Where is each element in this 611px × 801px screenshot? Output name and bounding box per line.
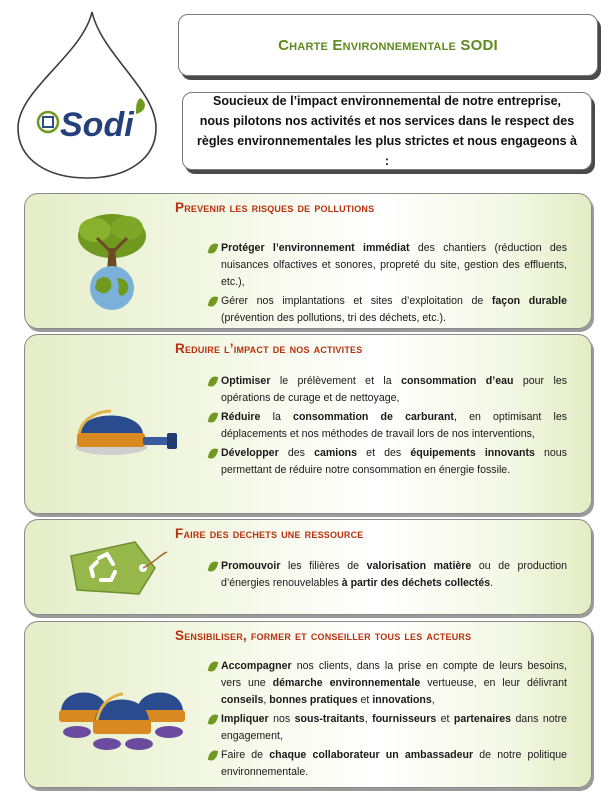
mascot-icon: [71, 391, 181, 457]
leaf-bullet-icon: [208, 749, 219, 762]
tree-globe-icon: [67, 208, 157, 314]
bold-text: fournisseurs: [372, 713, 437, 725]
bullet-item: Développer des camions et des équipements innovants nous permettant de réduire notre consommation en énergie fossile.: [209, 445, 567, 479]
bold-text: Réduire: [221, 411, 261, 423]
bold-text: sous-traitants: [294, 713, 365, 725]
bold-text: consommation d’eau: [401, 375, 514, 387]
sodi-logo-drop: [12, 10, 162, 180]
bold-text: démarche environnementale: [272, 677, 421, 689]
bold-text: Développer: [221, 447, 279, 459]
leaf-bullet-icon: [208, 660, 219, 673]
bullet-item: Promouvoir les filières de valorisation matière ou de production d’énergies renouvelables à partir des déchets collectés.: [209, 558, 567, 592]
intro-text: Soucieux de l’impact environnemental de notre entreprise, nous pilotons nos activités et nos services dans le respect des règles environnementales les plus strictes et nous engageons à :: [197, 94, 577, 168]
recycle-tag-icon: [65, 532, 169, 604]
bullet-list: [209, 658, 567, 783]
title-box: [178, 14, 598, 76]
bold-text: Impliquer: [221, 713, 269, 725]
leaf-bullet-icon: [208, 295, 219, 308]
bold-text: conseils: [221, 694, 264, 706]
bold-text: innovations: [372, 694, 432, 706]
leaf-bullet-icon: [208, 411, 219, 424]
leaf-bullet-icon: [208, 242, 219, 255]
bullet-item: Faire de chaque collaborateur un ambassadeur de notre politique environnementale.: [209, 747, 567, 781]
section-reduce-impact: [24, 334, 592, 514]
bullet-item: Réduire la consommation de carburant, en optimisant les déplacements et nos méthodes de travail lors de nos interventions,: [209, 409, 567, 443]
section-title: Prevenir les risques de pollutions: [175, 200, 375, 215]
bullet-item: Protéger l’environnement immédiat des chantiers (réduction des nuisances olfactives et sonores, propreté du site, gestion des effluents, etc.),: [209, 240, 567, 291]
bold-text: Promouvoir: [221, 560, 281, 572]
page-title: Charte Environnementale SODI: [278, 36, 498, 54]
bullet-item: Accompagner nos clients, dans la prise en compte de leurs besoins, vers une démarche environnementale vertueuse, en leur délivrant conseils, bonnes pratiques et innovations,: [209, 658, 567, 709]
bullet-list: [209, 558, 567, 594]
bullet-item: Gérer nos implantations et sites d’exploitation de façon durable (prévention des pollutions, tri des déchets, etc.).: [209, 293, 567, 327]
section-title: Faire des dechets une ressource: [175, 526, 364, 541]
bold-text: Optimiser: [221, 375, 271, 387]
section-waste-resource: [24, 519, 592, 615]
bold-text: bonnes pratiques: [269, 694, 358, 706]
section-awareness: [24, 621, 592, 788]
intro-box: [182, 92, 592, 170]
bold-text: camions: [314, 447, 358, 459]
mascot-group-icon: [57, 662, 187, 754]
bold-text: valorisation matière: [366, 560, 472, 572]
bold-text: Accompagner: [221, 660, 292, 672]
bold-text: consommation de carburant: [293, 411, 454, 423]
bold-text: façon durable: [491, 295, 567, 307]
bold-text: Protéger l’environnement immédiat: [221, 242, 410, 254]
bullet-list: [209, 373, 567, 481]
leaf-bullet-icon: [208, 375, 219, 388]
bullet-item: Optimiser le prélèvement et la consommation d’eau pour les opérations de curage et de nettoyage,: [209, 373, 567, 407]
sodi-logo-text: Sodi: [60, 106, 134, 144]
section-title: Sensibiliser, former et conseiller tous les acteurs: [175, 628, 472, 643]
leaf-bullet-icon: [208, 713, 219, 726]
bold-text: partenaires: [453, 713, 512, 725]
bold-text: équipements innovants: [410, 447, 535, 459]
leaf-bullet-icon: [208, 560, 219, 573]
leaf-bullet-icon: [208, 447, 219, 460]
section-prevent-pollution: [24, 193, 592, 329]
bullet-list: [209, 240, 567, 329]
bullet-item: Impliquer nos sous-traitants, fournisseurs et partenaires dans notre engagement,: [209, 711, 567, 745]
bold-text: à partir des déchets collectés: [341, 577, 491, 589]
bold-text: chaque collaborateur un ambassadeur: [269, 749, 474, 761]
section-title: Reduire l’impact de nos activites: [175, 341, 363, 356]
